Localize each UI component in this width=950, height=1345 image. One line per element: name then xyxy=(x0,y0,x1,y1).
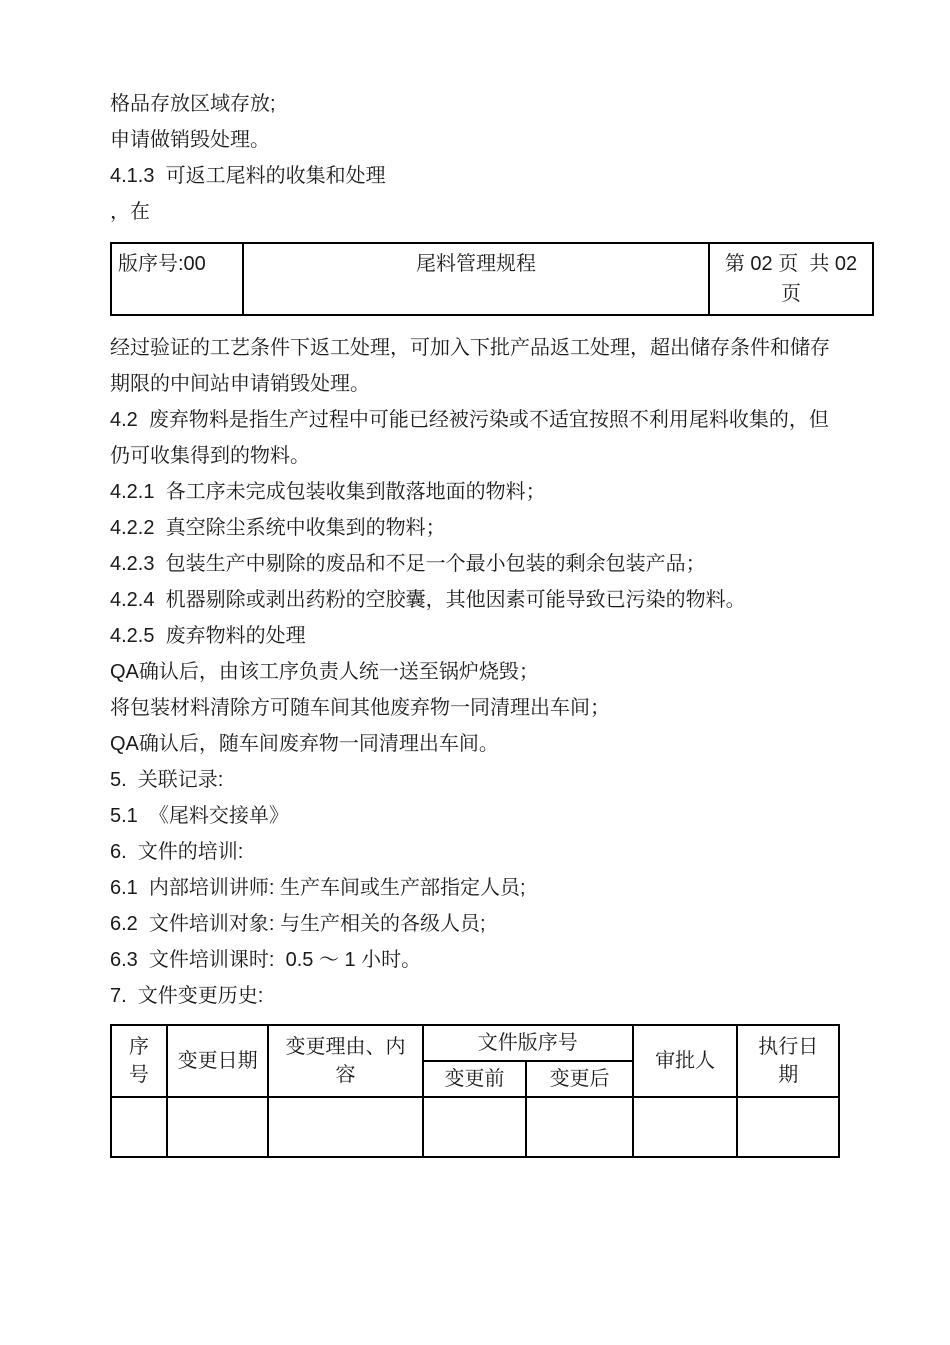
paragraph: 6.1 内部培训讲师: 生产车间或生产部指定人员; xyxy=(110,877,526,899)
paragraph: 4.2.3 包装生产中剔除的废品和不足一个最小包装的剩余包装产品； xyxy=(110,553,706,575)
paragraph: 4.2.1 各工序未完成包装收集到散落地面的物料； xyxy=(110,481,546,503)
history-cell xyxy=(737,1097,839,1157)
paragraph: 4.2.5 废弃物料的处理 xyxy=(110,625,306,647)
paragraph: 6.3 文件培训课时: 0.5 ～ 1 小时。 xyxy=(110,949,422,971)
text-line: 4.1.3 可返工尾料的收集和处理 xyxy=(110,165,386,187)
history-cell xyxy=(111,1097,167,1157)
paragraph: 6.2 文件培训对象: 与生产相关的各级人员; xyxy=(110,913,486,935)
paragraph: QA确认后，随车间废弃物一同清理出车间。 xyxy=(110,733,499,755)
paragraph: 7. 文件变更历史: xyxy=(110,985,264,1007)
body-text xyxy=(110,330,842,1014)
text-line: ，在 xyxy=(110,201,150,223)
history-cell xyxy=(167,1097,269,1157)
history-cell xyxy=(423,1097,527,1157)
col-header-after: 变更后 xyxy=(526,1061,633,1097)
col-header-approver: 审批人 xyxy=(633,1025,738,1097)
paragraph: 5. 关联记录: xyxy=(110,769,224,791)
text-line: 申请做销毁处理。 xyxy=(110,129,270,151)
col-header-before: 变更前 xyxy=(423,1061,527,1097)
paragraph: 经过验证的工艺条件下返工处理，可加入下批产品返工处理，超出储存条件和储存期限的中间站申请销毁处理。 xyxy=(110,337,830,395)
col-header-version: 文件版序号 xyxy=(423,1025,633,1061)
paragraph: 6. 文件的培训: xyxy=(110,841,244,863)
col-header-execdate: 执行日期 xyxy=(737,1025,839,1097)
paragraph: 将包装材料清除方可随车间其他废弃物一同清理出车间； xyxy=(110,697,610,719)
paragraph: QA确认后，由该工序负责人统一送至锅炉烧毁； xyxy=(110,661,539,683)
version-number-cell: 版序号:00 xyxy=(111,243,243,315)
history-empty-row xyxy=(111,1097,839,1157)
intro-lines xyxy=(110,86,842,230)
paragraph: 4.2 废弃物料是指生产过程中可能已经被污染或不适宜按照不利用尾料收集的，但仍可收集得到的物料。 xyxy=(110,409,829,467)
page-header-row xyxy=(111,243,873,315)
page-header-table xyxy=(110,242,874,316)
paragraph: 4.2.2 真空除尘系统中收集到的物料； xyxy=(110,517,446,539)
page-number-cell: 第 02 页 共 02 页 xyxy=(709,243,873,315)
history-cell xyxy=(268,1097,422,1157)
col-header-seq: 序号 xyxy=(111,1025,167,1097)
history-header-row-1 xyxy=(111,1025,839,1061)
document-title-cell: 尾料管理规程 xyxy=(243,243,709,315)
paragraph: 5.1 《尾料交接单》 xyxy=(110,805,289,827)
paragraph: 4.2.4 机器剔除或剥出药粉的空胶囊，其他因素可能导致已污染的物料。 xyxy=(110,589,746,611)
text-line: 格品存放区域存放; xyxy=(110,93,276,115)
history-cell xyxy=(633,1097,738,1157)
col-header-reason: 变更理由、内容 xyxy=(268,1025,422,1097)
col-header-date: 变更日期 xyxy=(167,1025,269,1097)
history-cell xyxy=(526,1097,633,1157)
change-history-table xyxy=(110,1024,840,1158)
